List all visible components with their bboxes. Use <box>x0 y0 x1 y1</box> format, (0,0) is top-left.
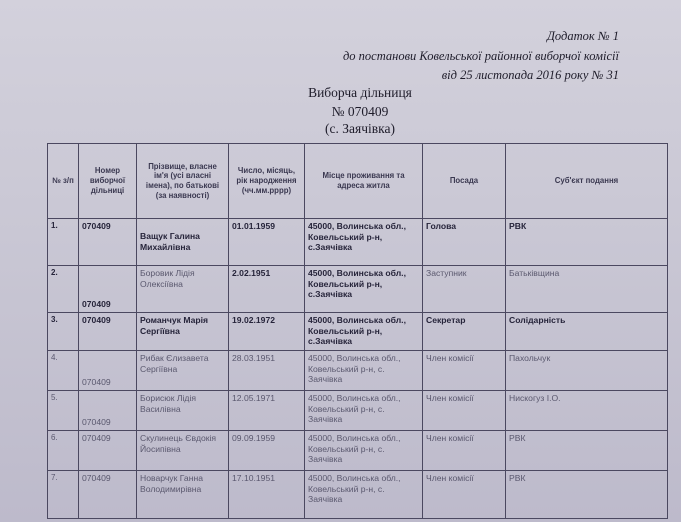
cell-address: 45000, Волинська обл., Ковельський р-н, с.Заячівка <box>305 313 423 351</box>
cell-name: Боровик Лідія Олексіївна <box>137 266 229 313</box>
cell-name: Романчук Марія Сергіївна <box>137 313 229 351</box>
cell-num: 6. <box>48 431 79 471</box>
cell-num: 7. <box>48 471 79 519</box>
table-row <box>48 219 668 266</box>
village-name: (с. Заячівка) <box>325 121 395 136</box>
cell-position: Член комісії <box>423 431 506 471</box>
cell-dob: 28.03.1951 <box>229 351 305 391</box>
cell-address: 45000, Волинська обл., Ковельський р-н, с. Заячівка <box>305 471 423 519</box>
cell-station: 070409 <box>79 313 137 351</box>
table-row <box>48 391 668 431</box>
cell-subject: РВК <box>506 431 668 471</box>
doc-title: Виборча дільниця <box>308 85 412 100</box>
col-header-dob: Число, місяць, рік народження (чч.мм.рррр) <box>229 144 305 219</box>
cell-name: Рибак Єлизавета Сергіївна <box>137 351 229 391</box>
cell-station: 070409 <box>79 266 137 313</box>
cell-position: Член комісії <box>423 471 506 519</box>
members-table <box>47 143 668 519</box>
table-row <box>48 266 668 313</box>
cell-address: 45000, Волинська обл., Ковельський р-н, с. Заячівка <box>305 431 423 471</box>
cell-address: 45000, Волинська обл., Ковельський р-н, с.Заячівка <box>305 219 423 266</box>
cell-subject: Пахольчук <box>506 351 668 391</box>
station-number: № 070409 <box>331 104 389 119</box>
cell-address: 45000, Волинська обл., Ковельський р-н, с. Заячівка <box>305 391 423 431</box>
cell-subject: РВК <box>506 219 668 266</box>
cell-num: 2. <box>48 266 79 313</box>
cell-dob: 01.01.1959 <box>229 219 305 266</box>
cell-position: Секретар <box>423 313 506 351</box>
cell-position: Заступник <box>423 266 506 313</box>
cell-dob: 19.02.1972 <box>229 313 305 351</box>
cell-position: Член комісії <box>423 351 506 391</box>
cell-station: 070409 <box>79 431 137 471</box>
table-row <box>48 313 668 351</box>
cell-subject: Нискогуз І.О. <box>506 391 668 431</box>
table-row <box>48 471 668 519</box>
cell-num: 3. <box>48 313 79 351</box>
table-row <box>48 351 668 391</box>
col-header-name: Прізвище, власне ім'я (усі власні імена), по батькові (за наявності) <box>137 144 229 219</box>
cell-station: 070409 <box>79 351 137 391</box>
cell-name: Скулинець Євдокія Йосипівна <box>137 431 229 471</box>
cell-position: Голова <box>423 219 506 266</box>
cell-subject: Солідарність <box>506 313 668 351</box>
cell-position: Член комісії <box>423 391 506 431</box>
appendix-label: Додаток № 1 <box>546 29 619 43</box>
resolution-date: від 25 листопада 2016 року № 31 <box>441 68 619 82</box>
cell-num: 4. <box>48 351 79 391</box>
cell-name: Ващук Галина Михайлівна <box>137 219 229 266</box>
cell-name: Борисюк Лідія Василівна <box>137 391 229 431</box>
cell-address: 45000, Волинська обл., Ковельський р-н, с. Заячівка <box>305 351 423 391</box>
table-row <box>48 431 668 471</box>
col-header-address: Місце проживання та адреса житла <box>305 144 423 219</box>
cell-address: 45000, Волинська обл., Ковельський р-н, с.Заячівка <box>305 266 423 313</box>
cell-num: 1. <box>48 219 79 266</box>
cell-dob: 12.05.1971 <box>229 391 305 431</box>
col-header-position: Посада <box>423 144 506 219</box>
cell-num: 5. <box>48 391 79 431</box>
cell-dob: 2.02.1951 <box>229 266 305 313</box>
col-header-station: Номер виборчої дільниці <box>79 144 137 219</box>
resolution-reference: до постанови Ковельської районної виборчої комісії <box>342 49 619 63</box>
cell-subject: РВК <box>506 471 668 519</box>
cell-station: 070409 <box>79 471 137 519</box>
col-header-subject: Суб'єкт подання <box>506 144 668 219</box>
table-header-row <box>48 144 668 219</box>
col-header-num: № з/п <box>48 144 79 219</box>
cell-dob: 09.09.1959 <box>229 431 305 471</box>
cell-station: 070409 <box>79 219 137 266</box>
cell-dob: 17.10.1951 <box>229 471 305 519</box>
cell-subject: Батьківщина <box>506 266 668 313</box>
cell-station: 070409 <box>79 391 137 431</box>
cell-name: Новарчук Ганна Володимирівна <box>137 471 229 519</box>
